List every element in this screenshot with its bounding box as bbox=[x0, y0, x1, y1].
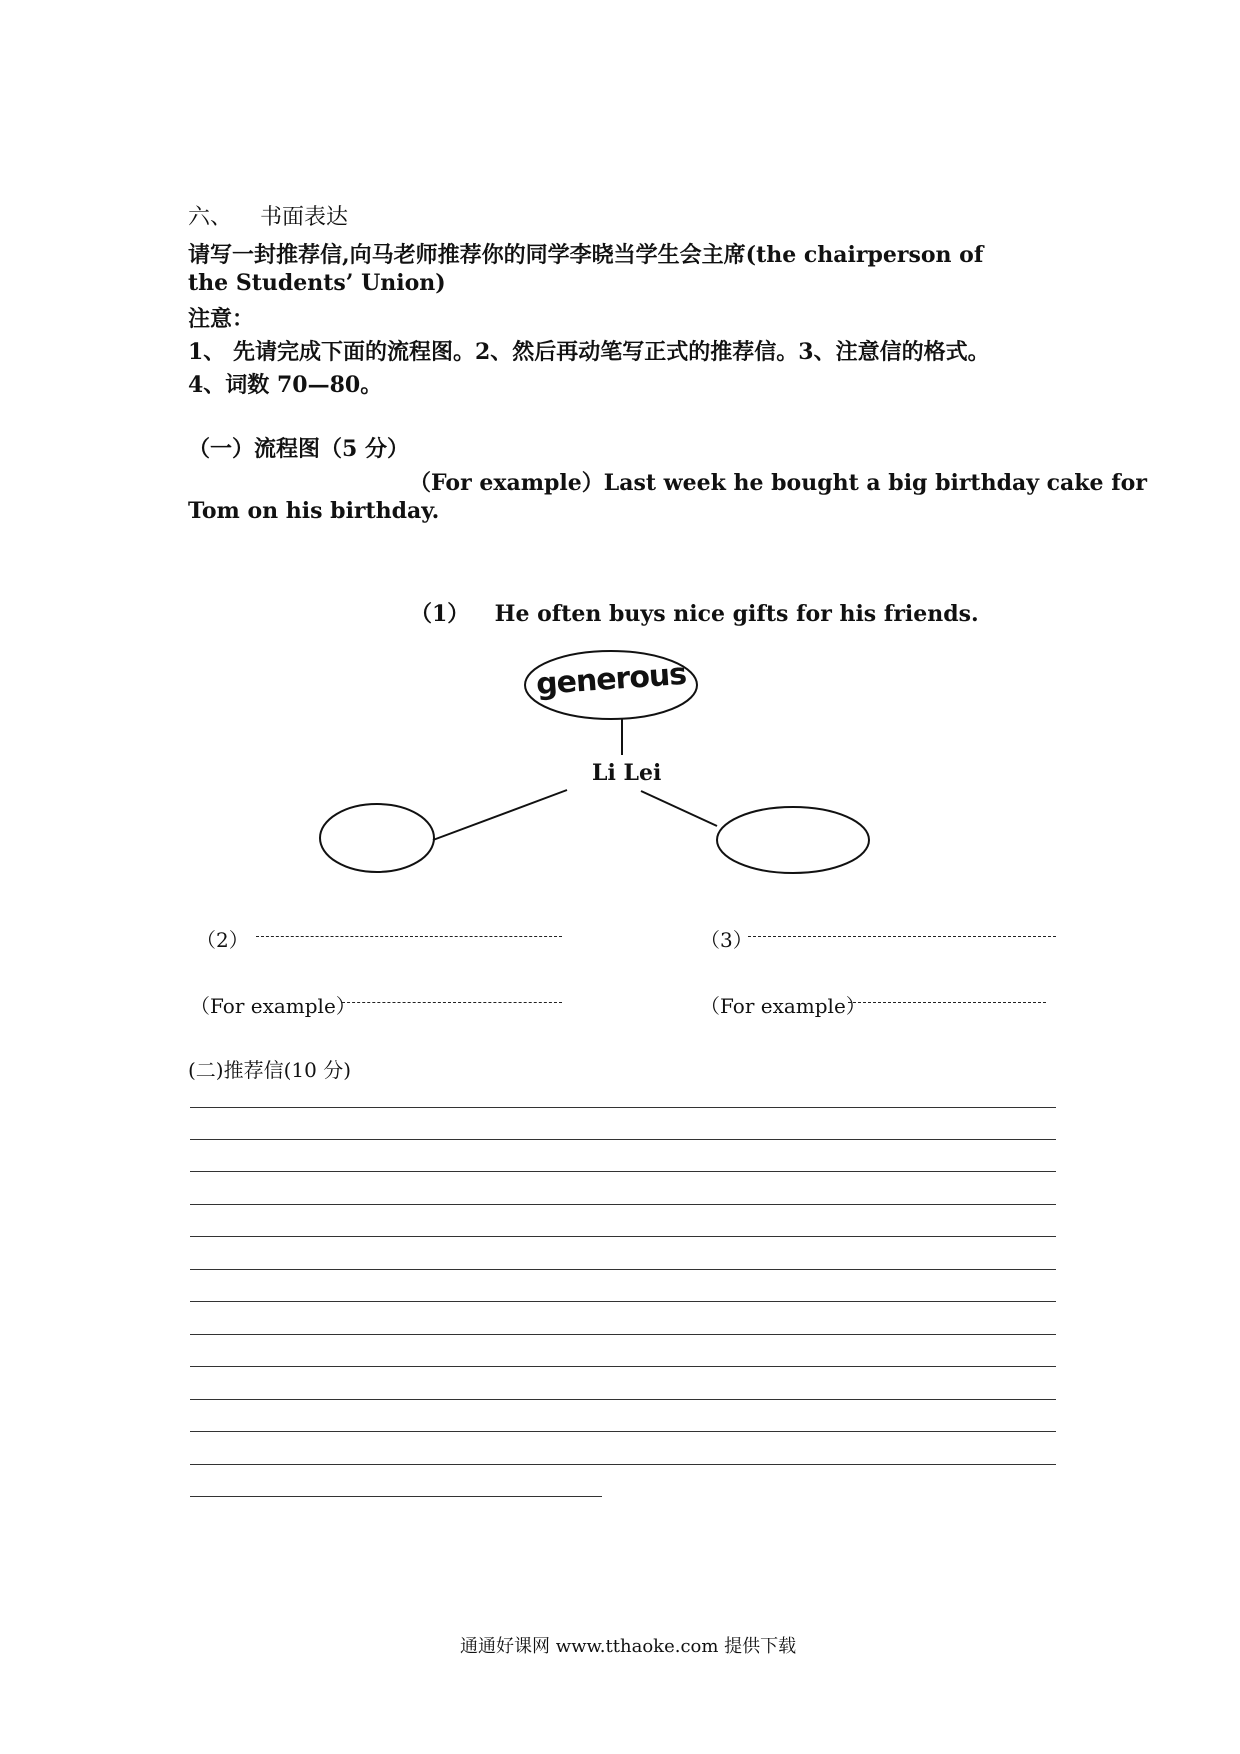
notes-heading: 注意： bbox=[188, 306, 255, 332]
instruction-line-2: the Students’ Union) bbox=[188, 270, 446, 296]
right-oval bbox=[717, 807, 869, 873]
part1-example-line-1: （For example）Last week he bought a big birthday cake for bbox=[409, 470, 1147, 496]
right-example-line[interactable] bbox=[848, 1002, 1046, 1003]
diagram-item-1-number: （1） bbox=[410, 601, 470, 627]
writing-line[interactable] bbox=[190, 1431, 1056, 1432]
part1-heading: （一）流程图（5 分） bbox=[188, 436, 409, 462]
writing-line[interactable] bbox=[190, 1204, 1056, 1205]
blank-3-label: （3） bbox=[700, 928, 753, 952]
instruction-line-1: 请写一封推荐信,向马老师推荐你的同学李晓当学生会主席(the chairperson of bbox=[188, 242, 984, 268]
writing-line[interactable] bbox=[190, 1301, 1056, 1302]
writing-line-last[interactable] bbox=[190, 1496, 602, 1497]
writing-line[interactable] bbox=[190, 1334, 1056, 1335]
connector-right bbox=[641, 791, 717, 826]
left-example-line[interactable] bbox=[342, 1002, 562, 1003]
page-footer: 通通好课网 www.tthaoke.com 提供下载 bbox=[460, 1636, 797, 1657]
right-example-label: （For example） bbox=[700, 994, 866, 1018]
notes-line-1: 1、 先请完成下面的流程图。2、然后再动笔写正式的推荐信。3、注意信的格式。 bbox=[188, 339, 990, 365]
part2-heading: (二)推荐信(10 分) bbox=[188, 1058, 352, 1082]
writing-line[interactable] bbox=[190, 1236, 1056, 1237]
diagram-item-1-text: He often buys nice gifts for his friends. bbox=[494, 601, 979, 627]
writing-line[interactable] bbox=[190, 1171, 1056, 1172]
section-number: 六、 bbox=[188, 205, 233, 230]
section-title: 书面表达 bbox=[260, 205, 349, 230]
left-example-label: （For example） bbox=[190, 994, 356, 1018]
connector-left bbox=[433, 790, 567, 840]
writing-line[interactable] bbox=[190, 1464, 1056, 1465]
writing-line[interactable] bbox=[190, 1139, 1056, 1140]
writing-line[interactable] bbox=[190, 1269, 1056, 1270]
top-oval-text: generous bbox=[534, 656, 688, 703]
center-label: Li Lei bbox=[592, 760, 662, 786]
blank-3-line[interactable] bbox=[748, 936, 1056, 937]
blank-2-label: （2） bbox=[196, 928, 249, 952]
part1-example-line-2: Tom on his birthday. bbox=[188, 498, 440, 524]
left-oval bbox=[320, 804, 434, 872]
writing-line[interactable] bbox=[190, 1107, 1056, 1108]
notes-line-2: 4、词数 70—80。 bbox=[188, 372, 383, 398]
blank-2-line[interactable] bbox=[256, 936, 562, 937]
writing-line[interactable] bbox=[190, 1399, 1056, 1400]
writing-line[interactable] bbox=[190, 1366, 1056, 1367]
